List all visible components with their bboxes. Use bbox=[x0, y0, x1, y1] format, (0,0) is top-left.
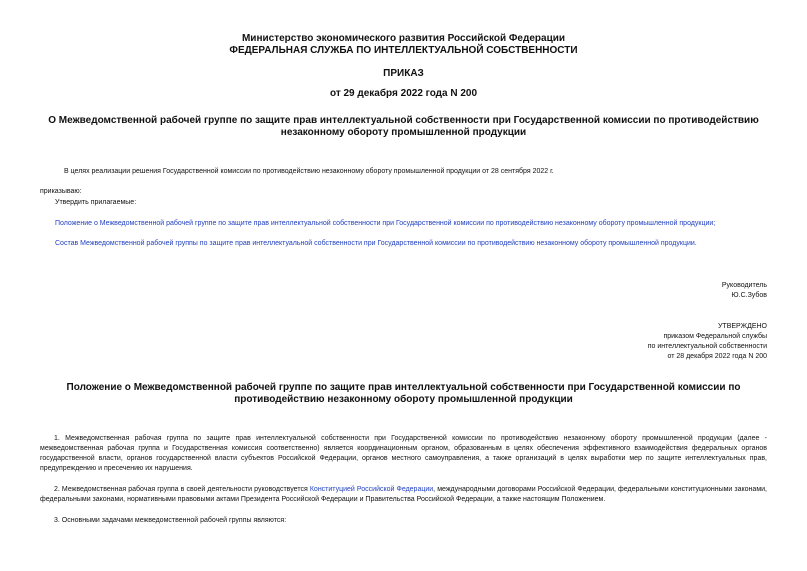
approve-label: Утвердить прилагаемые: bbox=[55, 199, 137, 206]
ministry-name: Министерство экономического развития Российской Федерации bbox=[241, 33, 566, 44]
orders-label: приказываю: bbox=[40, 188, 82, 195]
paragraph-1: 1. Межведомственная рабочая группа по защите прав интеллектуальной собственности при Государственной комиссии по противодействию незаконному обороту промышленной продукции (далее - межведомственная рабочая группа и Государственная комиссия соответственно) является координационным органом, образованным в целях обеспечения эффективного взаимодействия федеральных органов государственной власти, органов государственной власти субъектов Российской Федерации, органов местного самоуправления, а также организаций в целях выработки мер по защите интеллектуальных прав, предупреждению и пресечению их нарушения. bbox=[40, 435, 767, 472]
preamble-text: В целях реализации решения Государственной комиссии по противодействию незаконному обороту промышленной продукции от 28 сентября 2022 г. bbox=[64, 168, 554, 175]
paragraph-2-text-start: 2. Межведомственная рабочая группа в своей деятельности руководствуется bbox=[54, 486, 310, 493]
paragraph-3: 3. Основными задачами межведомственной рабочей группы являются: bbox=[54, 517, 287, 524]
approval-stamp-line-3: от 28 декабря 2022 года N 200 bbox=[667, 353, 767, 360]
approval-stamp-line-2: по интеллектуальной собственности bbox=[647, 343, 767, 350]
signatory-name: Ю.С.Зубов bbox=[731, 292, 767, 299]
approval-stamp-heading: УТВЕРЖДЕНО bbox=[717, 323, 767, 330]
document-date: от 29 декабря 2022 года N 200 bbox=[329, 88, 478, 99]
paragraph-2-text-end: , международными договорами Российской Федерации, федеральными конституционными законами, федеральными законами, нормативными правовыми актами Президента Российской Федерации и Правительства Российской Федерации, а также настоящим Положением. bbox=[40, 486, 767, 503]
approved-item-regulation-link[interactable]: Положение о Межведомственной рабочей группе по защите прав интеллектуальной собственности при Государственной комиссии по противодействию незаконному обороту промышленной продукции; bbox=[55, 220, 716, 227]
approved-item-composition-link[interactable]: Состав Межведомственной рабочей группы по защите прав интеллектуальной собственности при Государственной комиссии по противодействию незаконному обороту промышленной продукции. bbox=[55, 240, 697, 247]
regulation-title: Положение о Межведомственной рабочей группе по защите прав интеллектуальной собственности при Государственной комиссии по противодействию незаконному обороту промышленной продукции bbox=[66, 382, 741, 405]
constitution-link[interactable]: Конституцией Российской Федерации bbox=[309, 486, 434, 493]
document-type: ПРИКАЗ bbox=[383, 68, 424, 79]
service-name: ФЕДЕРАЛЬНАЯ СЛУЖБА ПО ИНТЕЛЛЕКТУАЛЬНОЙ СОБСТВЕННОСТИ bbox=[229, 45, 578, 56]
paragraph-2 bbox=[40, 485, 767, 505]
approval-stamp-line-1: приказом Федеральной службы bbox=[663, 333, 767, 340]
order-title: О Межведомственной рабочей группе по защите прав интеллектуальной собственности при Государственной комиссии по противодействию незаконному обороту промышленной продукции bbox=[48, 115, 759, 138]
signatory-position: Руководитель bbox=[721, 282, 767, 289]
